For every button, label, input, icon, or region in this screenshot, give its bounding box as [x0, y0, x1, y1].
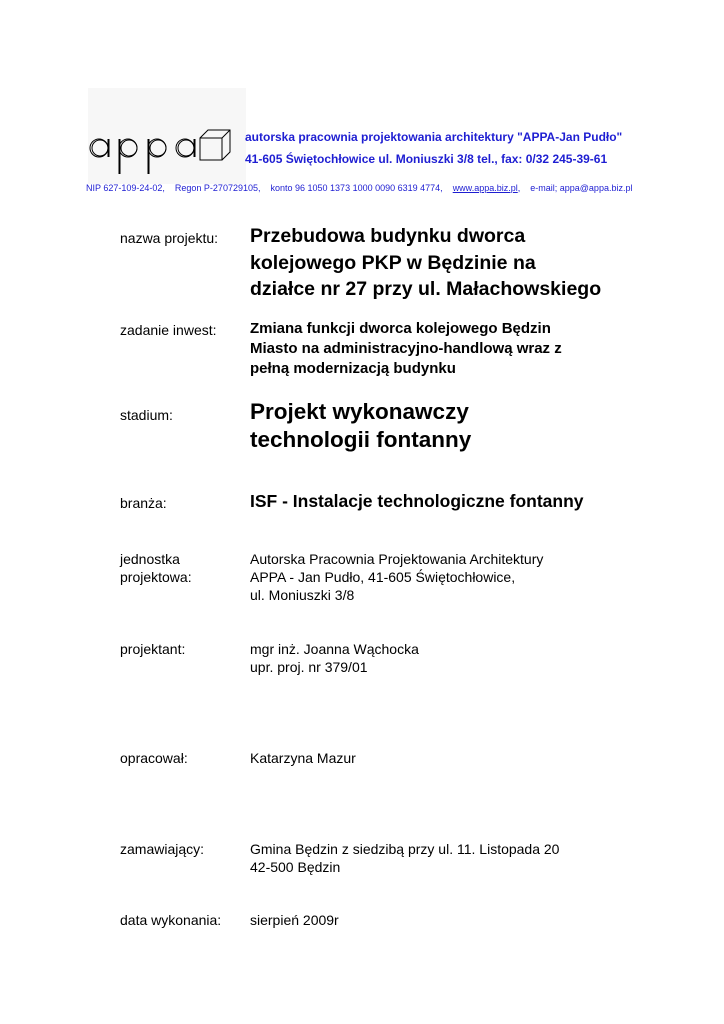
value-design-unit [250, 550, 543, 604]
email-text: e-mail; appa@appa.biz.pl [530, 183, 633, 193]
regon-text: Regon P-270729105, [174, 183, 261, 193]
contact-line [86, 183, 632, 193]
designer-line: mgr inż. Joanna Wąchocka [250, 641, 419, 657]
contact-separator: , [517, 183, 521, 193]
design-unit-label-line: jednostka [120, 551, 180, 567]
label-stage: stadium: [120, 407, 173, 423]
project-name-line: Przebudowa budynku dworca [250, 225, 526, 247]
label-branch: branża: [120, 495, 167, 511]
task-line: Miasto na administracyjno-handlową wraz z [250, 340, 562, 357]
label-design-unit [120, 550, 192, 586]
nip-text: NIP 627-109-24-02, [86, 183, 165, 193]
label-prepared-by: opracował: [120, 750, 188, 766]
project-name-line: działce nr 27 przy ul. Małachowskiego [250, 278, 602, 300]
design-unit-line: ul. Moniuszki 3/8 [250, 587, 355, 603]
header-line-1: autorska pracownia projektowania architektury "APPA-Jan Pudło" [245, 130, 623, 144]
label-client: zamawiający: [120, 841, 205, 857]
value-date: sierpień 2009r [250, 912, 339, 928]
value-client [250, 840, 559, 876]
value-stage [250, 398, 471, 454]
website-link[interactable]: www.appa.biz.pl [452, 183, 518, 193]
task-line: pełną modernizacją budynku [250, 360, 456, 377]
header-line-2: 41-605 Świętochłowice ul. Moniuszki 3/8 tel., fax: 0/32 245-39-61 [245, 152, 608, 166]
value-designer [250, 640, 419, 676]
stage-line: Projekt wykonawczy [250, 399, 469, 424]
design-unit-line: APPA - Jan Pudło, 41-605 Świętochłowice, [250, 569, 516, 585]
task-line: Zmiana funkcji dworca kolejowego Będzin [250, 320, 551, 337]
appa-logo-icon [88, 124, 236, 176]
design-unit-label-line: projektowa: [120, 569, 192, 585]
client-line: 42-500 Będzin [250, 859, 341, 875]
value-task [250, 319, 562, 379]
value-branch: ISF - Instalacje technologiczne fontanny [250, 491, 584, 511]
account-text: konto 96 1050 1373 1000 0090 6319 4774, [270, 183, 443, 193]
label-task: zadanie inwest: [120, 322, 217, 338]
label-date: data wykonania: [120, 912, 222, 928]
value-prepared-by: Katarzyna Mazur [250, 750, 356, 766]
designer-line: upr. proj. nr 379/01 [250, 659, 368, 675]
value-project-name [250, 223, 601, 303]
client-line: Gmina Będzin z siedzibą przy ul. 11. Listopada 20 [250, 841, 560, 857]
label-project-name: nazwa projektu: [120, 230, 219, 246]
stage-line: technologii fontanny [250, 427, 472, 452]
design-unit-line: Autorska Pracownia Projektowania Architektury [250, 551, 544, 567]
project-name-line: kolejowego PKP w Będzinie na [250, 251, 536, 274]
label-designer: projektant: [120, 641, 186, 657]
